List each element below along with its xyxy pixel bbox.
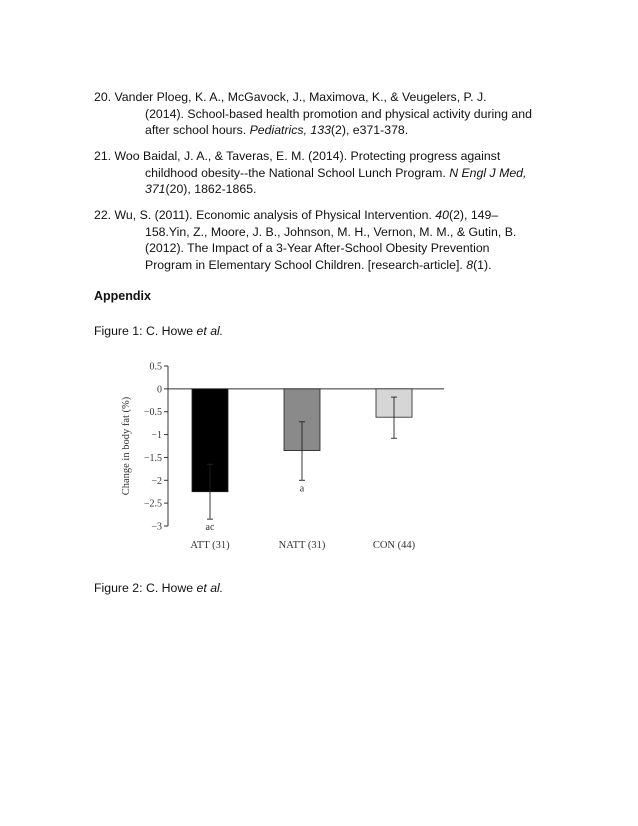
y-tick-label: −0.5 [143,407,162,419]
reference-text: (1). [473,257,492,272]
volume-number: 371 [145,182,166,196]
figure-2-caption [94,581,223,595]
y-tick-label: −2.5 [143,498,162,510]
reference-text: 22. Wu, S. (2011). Economic analysis of Physical Intervention. [94,208,436,222]
reference-line [94,181,554,198]
reference-line: 158.Yin, Z., Moore, J. B., Johnson, M. H., Vernon, M. M., & Gutin, B. [145,224,517,239]
caption-text: Figure 1: C. Howe [94,324,197,338]
reference-line [94,165,554,182]
reference-text: (2), e371-378. [330,123,409,137]
caption-text: Figure 2: C. Howe [94,581,197,595]
caption-italic: et al. [196,324,224,338]
appendix-heading: Appendix [94,289,151,303]
y-tick-label: 0.5 [149,361,162,373]
significance-label: a [299,483,305,495]
reference-line: 20. Vander Ploeg, K. A., McGavock, J., Maximova, K., & Veugelers, P. J. [94,90,487,104]
reference-21 [94,148,554,198]
y-tick-label: −3 [151,521,162,533]
reference-text: (20), 1862-1865. [165,182,257,196]
category-label: ATT (31) [190,540,230,551]
reference-text: after school hours. [145,123,250,137]
y-tick-label: −1 [151,430,162,442]
reference-line: 21. Woo Baidal, J. A., & Taveras, E. M. (2014). Protecting progress against [94,149,501,163]
reference-line: (2014). School-based health promotion and physical activity during and [145,106,532,121]
significance-label: ac [205,522,215,534]
y-tick-label: −2 [151,475,162,487]
journal-name: N Engl J Med, [449,165,527,180]
caption-italic: et al. [196,581,224,595]
figure-1-caption [94,324,223,338]
y-axis-label: Change in body fat (%) [121,396,132,496]
volume-number: 40 [435,208,449,222]
reference-line [94,122,554,139]
volume-number: 8 [466,257,474,272]
reference-text: childhood obesity--the National School Lunch Program. [145,165,450,180]
reference-22 [94,207,554,273]
y-tick-label: −1.5 [143,452,162,464]
y-tick-label: 0 [157,384,162,396]
reference-text: Program in Elementary School Children. [research-article]. [145,257,467,272]
reference-20 [94,89,554,139]
reference-line: (2012). The Impact of a 3-Year After-School Obesity Prevention [145,241,490,255]
reference-line [94,257,554,274]
body-fat-bar-chart [114,356,454,556]
category-label: CON (44) [372,540,416,551]
reference-text: (2), 149– [448,208,499,222]
reference-line [94,207,554,224]
journal-name: Pediatrics, 133 [249,123,331,137]
category-label: NATT (31) [278,540,326,551]
